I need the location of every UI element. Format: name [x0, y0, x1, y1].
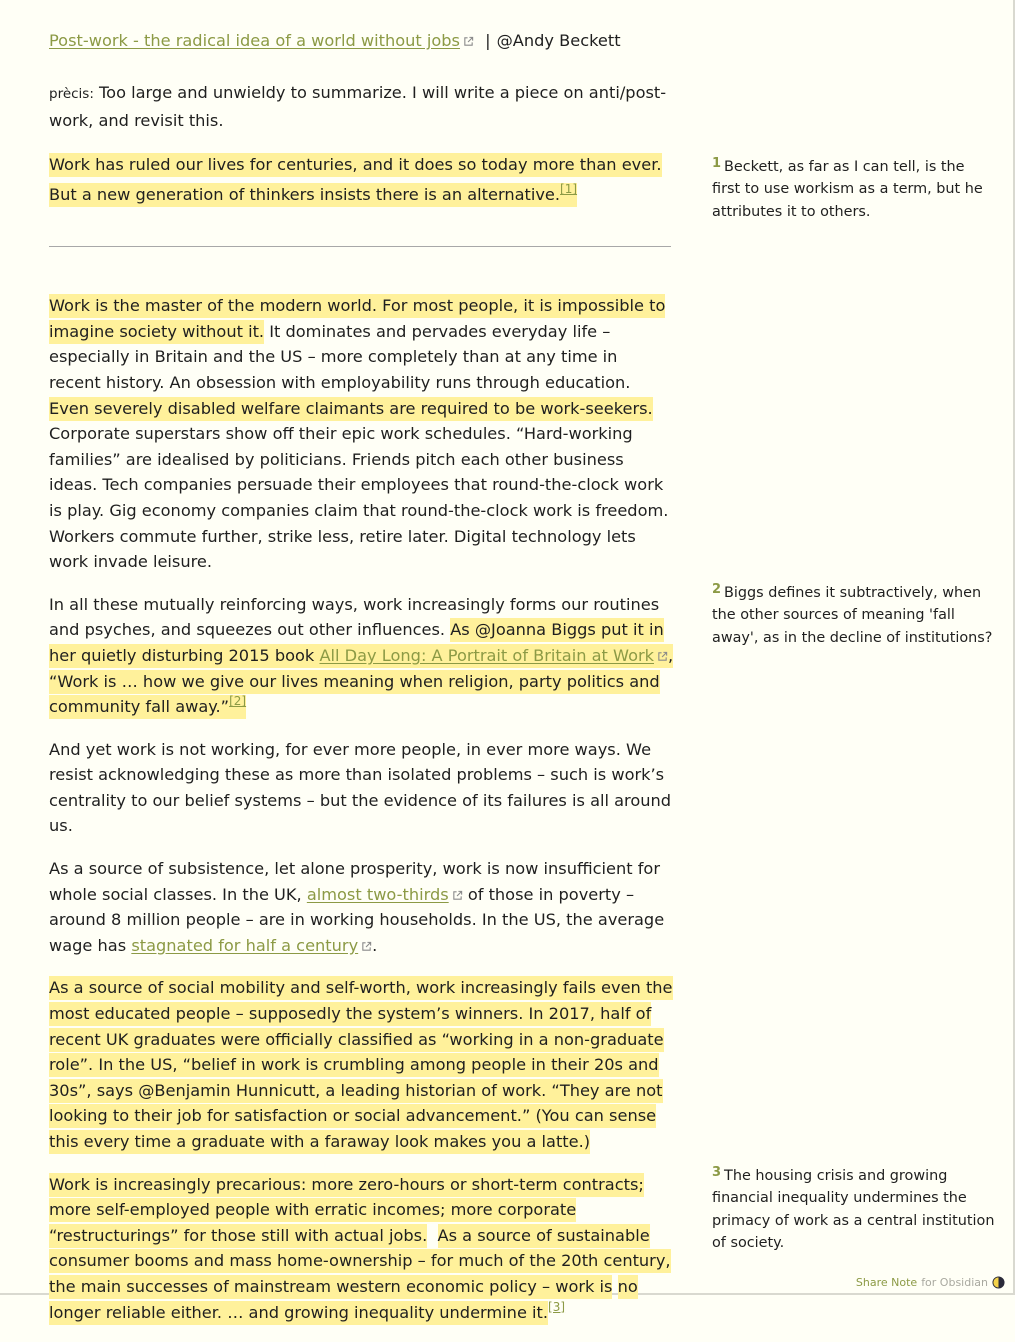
highlight: As a source of social mobility and self-worth, work increasingly fails even the most educated people – supposedly the system’s winners. In 2017, half of recent UK graduates were officially classified as “working in a non-graduate role”. In the US, “belief in work is crumbling among people in their 20s and 30s”, says @Benjamin Hunnicutt, a leading historian of work. “They are not looking to their job for satisfaction or social advancement.” (You can sense this every time a graduate with a faraway look makes you a latte.) — [49, 976, 673, 1154]
paragraph-biggs — [49, 592, 674, 720]
note-body — [49, 28, 674, 1342]
sidenote-number: 3 — [712, 1165, 722, 1180]
paragraph-not-working: And yet work is not working, for ever more people, in ever more ways. We resist acknowledging these as more than isolated problems – such is work’s centrality to our belief systems – but the evidence of its failures is all around us. — [49, 739, 672, 836]
highlight-text: , “Work is … how we give our lives meaning when religion, party politics and community fall away.” — [49, 645, 674, 717]
precis-paragraph — [49, 80, 674, 133]
highlight — [49, 153, 662, 207]
intro-paragraph — [49, 150, 674, 210]
footnote-ref-2[interactable]: [2] — [229, 694, 247, 709]
sidenote-2 — [712, 579, 997, 649]
body-text: It dominates and pervades everyday life – especially in Britain and the US – more completely than at any time in recent history. An obsession with employability runs through education. — [49, 321, 631, 392]
paragraph-subsistence — [49, 856, 674, 958]
article-title-link[interactable]: Post-work - the radical idea of a world without jobs — [49, 31, 460, 50]
highlight: Work is increasingly precarious: more zero-hours or short-term contracts; more self-employed people with erratic incomes; more corporate “restructurings” for those still with actual jobs. — [49, 1173, 644, 1248]
body-text: As a source of subsistence, let alone prosperity, work is now insufficient for whole social classes. In the UK, — [49, 859, 660, 904]
sidenote-text: The housing crisis and growing financial inequality undermines the primacy of work as a central institution of society. — [712, 1168, 995, 1252]
highlight: As a source of sustainable consumer booms and mass home-ownership – for much of the 20th century, the main successes of mainstream western economic policy – work is — [49, 1224, 671, 1299]
horizontal-rule — [49, 246, 671, 247]
external-link-icon — [463, 36, 474, 47]
title-separator: | — [485, 31, 491, 50]
highlight: Even severely disabled welfare claimants are required to be work-seekers. — [49, 397, 653, 421]
stagnated-link[interactable]: stagnated for half a century — [131, 935, 359, 955]
footer-suffix: for Obsidian — [921, 1276, 988, 1289]
paragraph-mobility — [49, 975, 674, 1154]
paragraph-work-master — [49, 293, 674, 575]
footnote-ref-1[interactable]: [1] — [560, 182, 578, 197]
half-moon-icon — [992, 1276, 1005, 1289]
body-text: of those in poverty – around 8 million people – are in working households. In the US, the average wage has — [49, 884, 665, 955]
paragraph-precarious — [49, 1172, 674, 1326]
share-note-footer[interactable] — [856, 1276, 1005, 1289]
highlight: no longer reliable either. … and growing inequality undermine it. — [49, 1275, 638, 1325]
external-link-icon — [452, 890, 463, 901]
intro-text: Work has ruled our lives for centuries, and it does so today more than ever. But a new generation of thinkers insists there is an alternative. — [49, 155, 662, 205]
precis-text: Too large and unwieldy to summarize. I will write a piece on anti/post-work, and revisit this. — [49, 83, 667, 130]
book-link[interactable]: All Day Long: A Portrait of Britain at Work — [319, 645, 654, 665]
highlight: Work is the master of the modern world. For most people, it is impossible to imagine society without it. — [49, 294, 665, 344]
footer-brand: Share Note — [855, 1276, 918, 1289]
external-link-icon — [361, 941, 372, 952]
author-name: @Andy Beckett — [496, 31, 621, 50]
body-text: In all these mutually reinforcing ways, work increasingly forms our routines and psyches, and squeezes out other influences. — [49, 594, 660, 640]
precis-label: prècis: — [49, 86, 94, 102]
body-text: Corporate superstars show off their epic work schedules. “Hard-working families” are idealised by politicians. Friends pitch each other business ideas. Tech companies persuade their employees that round-the-clock work is play. Gig economy companies claim that round-the-clock work is freedom. Workers commute further, strike less, retire later. Digital technology lets work invade leisure. — [49, 424, 669, 572]
sidenote-number: 1 — [712, 156, 722, 171]
sidenote-1 — [712, 153, 997, 223]
body-text: . — [372, 935, 378, 955]
external-link-icon — [657, 651, 668, 662]
footnote-ref-3[interactable]: [3] — [548, 1299, 566, 1314]
sidenote-text: Biggs defines it subtractively, when the other sources of meaning 'fall away', as in the decline of institutions? — [712, 585, 993, 646]
sidenote-3 — [712, 1162, 997, 1255]
sidenote-text: Beckett, as far as I can tell, is the first to use workism as a term, but he attributes it to others. — [712, 159, 983, 220]
highlight-text: As @Joanna Biggs put it in her quietly disturbing 2015 book — [49, 620, 664, 665]
two-thirds-link[interactable]: almost two-thirds — [306, 884, 449, 904]
sidenote-number: 2 — [712, 582, 722, 597]
title-row — [49, 28, 674, 54]
